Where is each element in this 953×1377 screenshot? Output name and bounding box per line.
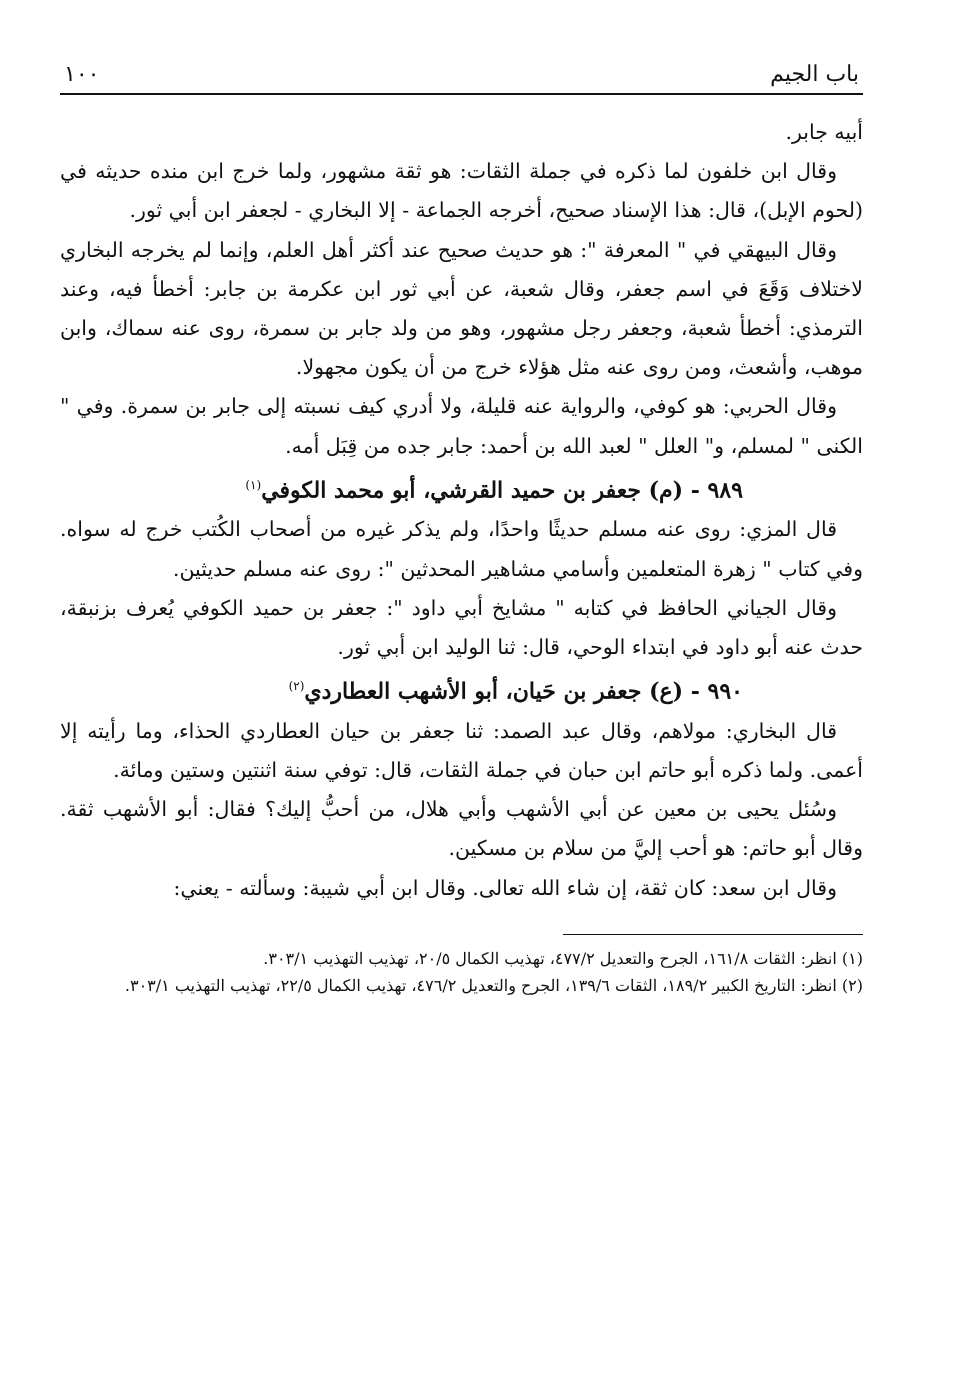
document-page: [60, 40, 863, 999]
entry-heading: [60, 667, 863, 712]
footnotes: [60, 945, 863, 999]
page-header: [60, 40, 863, 95]
paragraph: وقال الجياني الحافظ في كتابه " مشايخ أبي داود ": جعفر بن حميد الكوفي يُعرف بزنبقة، حدث عنه أبو داود في ابتداء الوحي، قال: ثنا الوليد ابن أبي ثور.: [60, 595, 863, 659]
footnote-reference: (٢): [288, 679, 305, 694]
footnote-reference: (١): [245, 477, 262, 492]
paragraph: وقال الحربي: هو كوفي، والرواية عنه قليلة، ولا أدري كيف نسبته إلى جابر بن سمرة. وفي " الكنى " لمسلم، و" العلل " لعبد الله بن أحمد: جابر جده من قِبَل أمه.: [60, 394, 863, 458]
footnote-divider: [563, 934, 863, 935]
page-number: ١٠٠: [64, 62, 100, 87]
entry-heading-text: ٩٩٠ - (ع) جعفر بن حَيان، أبو الأشهب العطاردي: [304, 678, 743, 705]
entry-heading: [60, 466, 863, 511]
paragraph: وقال ابن خلفون لما ذكره في جملة الثقات: هو ثقة مشهور، ولما خرج ابن منده حديثه في (لحوم الإبل)، قال: هذا الإسناد صحيح، أخرجه الجماعة - إلا البخاري - لجعفر ابن أبي ثور.: [60, 159, 863, 223]
entry-heading-text: ٩٨٩ - (م) جعفر بن حميد القرشي، أبو محمد الكوفي: [261, 477, 743, 504]
paragraph: أبيه جابر.: [785, 120, 863, 144]
footnote: (١) انظر: الثقات ١٦١/٨، الجرح والتعديل ٤٧٧/٢، تهذيب الكمال ٢٠/٥، تهذيب التهذيب ٣٠٣/١.: [263, 948, 863, 968]
paragraph: قال البخاري: مولاهم، وقال عبد الصمد: ثنا جعفر بن حيان العطاردي الحذاء، وما رأيته إلا أعمى. ولما ذكره أبو حاتم ابن حبان في جملة الثقات، قال: توفي سنة اثنتين وستين ومائة.: [60, 718, 863, 782]
paragraph: وقال ابن سعد: كان ثقة، إن شاء الله تعالى. وقال ابن أبي شيبة: وسألته - يعني:: [173, 875, 837, 900]
paragraph: وقال البيهقي في " المعرفة ": هو حديث صحيح عند أكثر أهل العلم، وإنما لم يخرجه البخاري لاختلاف وَقَعَ في اسم جعفر، وقال شعبة، عن أبي ثور ابن عكرمة بن جابر: أخطأ فيه، وعند الترمذي: أخطأ شعبة، وجعفر رجل مشهور، وهو من ولد جابر بن سمرة، روى عنه سماك، وابن موهب، وأشعث، ومن روى عنه مثل هؤلاء خرج من أن يكون مجهولا.: [60, 237, 863, 380]
paragraph: وسُئل يحيى بن معين عن أبي الأشهب وأبي هلال، من أحبُّ إليك؟ فقال: أبو الأشهب ثقة. وقال أبو حاتم: هو أحب إليَّ من سلام بن مسكين.: [60, 797, 863, 861]
running-title: باب الجيم: [770, 62, 859, 87]
body-text: [60, 113, 863, 908]
paragraph: قال المزي: روى عنه مسلم حديثًا واحدًا، ولم يذكر غيره من أصحاب الكُتب خرج له سواه. وفي كتاب " زهرة المتعلمين وأسامي مشاهير المحدثين ": روى عنه مسلم حديثين.: [60, 517, 863, 581]
footnote: (٢) انظر: التاريخ الكبير ١٨٩/٢، الثقات ١٣٩/٦، الجرح والتعديل ٤٧٦/٢، تهذيب الكمال ٢٢/٥، تهذيب التهذيب ٣٠٣/١.: [124, 975, 863, 995]
